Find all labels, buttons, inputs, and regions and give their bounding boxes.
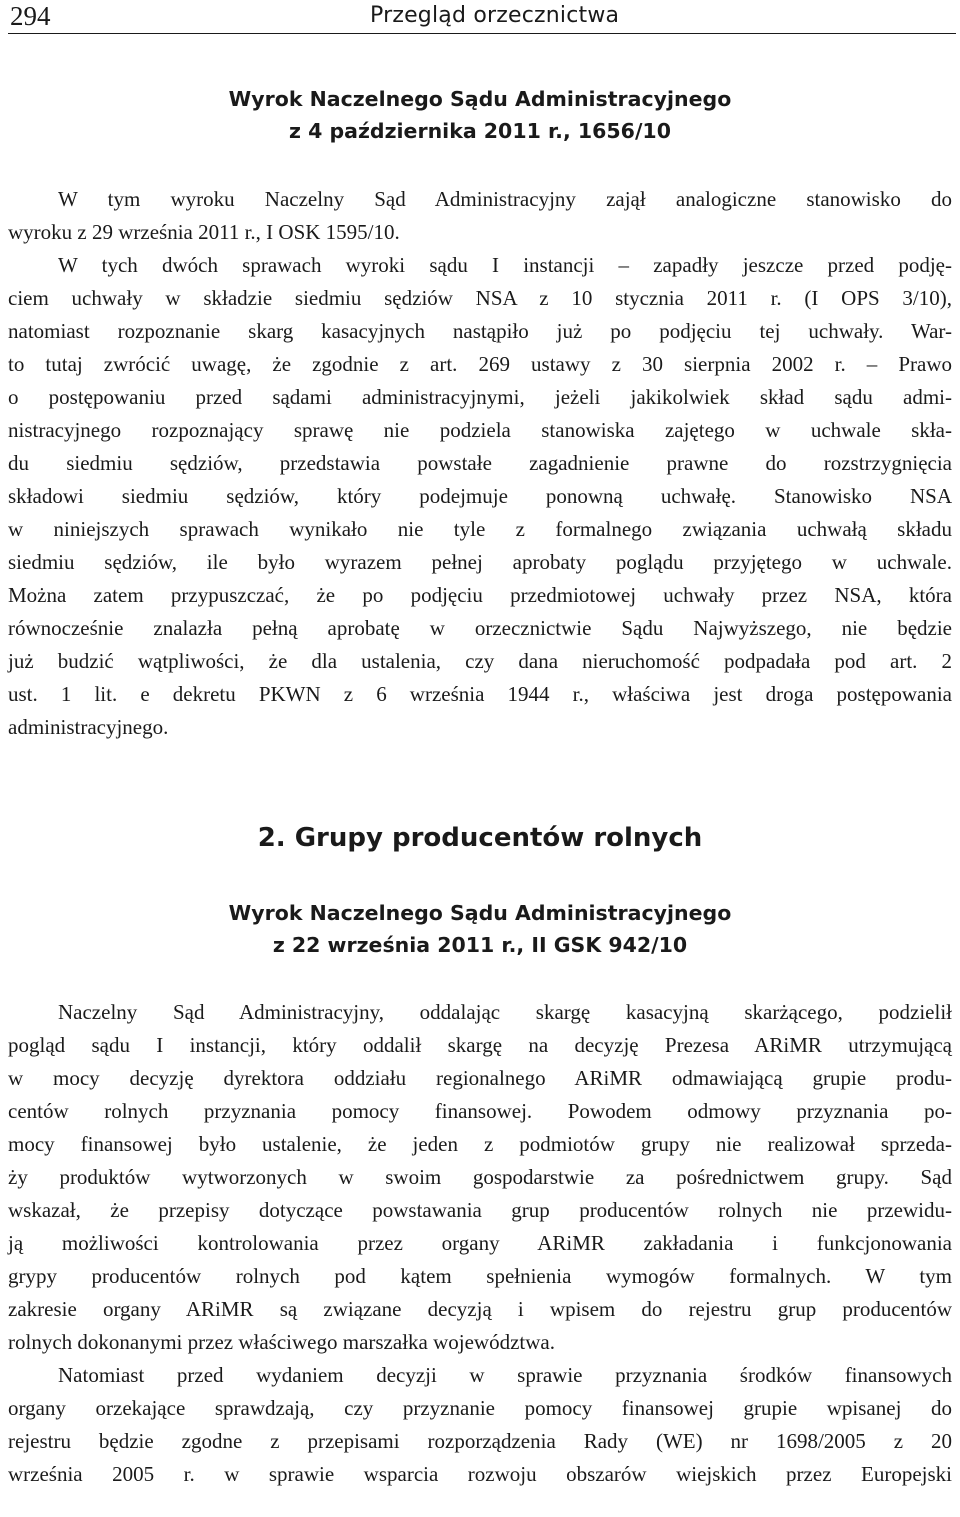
text-line: rolnych dokonanymi przez właściwego marszałka województwa.	[8, 1330, 555, 1354]
text-line: o postępowaniu przed sądami administracyjnymi, jeżeli jakikolwiek skład sądu admi-	[8, 385, 952, 409]
text-line: W tych dwóch sprawach wyroki sądu I instancji – zapadły jeszcze przed podję-	[58, 253, 952, 277]
text-line: ciem uchwały w składzie siedmiu sędziów NSA z 10 stycznia 2011 r. (I OPS 3/10),	[8, 286, 952, 310]
text-line: natomiast rozpoznanie skarg kasacyjnych nastąpiło już po podjęciu tej uchwały. War-	[8, 319, 952, 343]
text-line: rejestru będzie zgodne z przepisami rozporządzenia Rady (WE) nr 1698/2005 z 20	[8, 1429, 952, 1453]
text-line: już budzić wątpliwości, że dla ustalenia, czy dana nieruchomość podpadała pod art. 2	[8, 649, 952, 673]
text-line: siedmiu sędziów, ile było wyrazem pełnej aprobaty poglądu przyjętego w uchwale.	[8, 550, 952, 574]
judgment-heading-2-date: z 22 września 2011 r., II GSK 942/10	[272, 933, 688, 957]
text-line: organy orzekające sprawdzają, czy przyznanie pomocy finansowej grupie wpisanej do	[8, 1396, 952, 1420]
text-line: w niniejszych sprawach wynikało nie tyle z formalnego związania uchwałą składu	[8, 517, 952, 541]
text-line: września 2005 r. w sprawie wsparcia rozwoju obszarów wiejskich przez Europejski	[8, 1462, 952, 1486]
text-line: wskazał, że przepisy dotyczące powstawania grup producentów rolnych nie przewidu-	[8, 1198, 952, 1222]
text-line: Naczelny Sąd Administracyjny, oddalając skargę kasacyjną skarżącego, podzielił	[58, 1000, 952, 1024]
text-line: składowi siedmiu sędziów, który podejmuje ponowną uchwałę. Stanowisko NSA	[8, 484, 952, 508]
text-line: pogląd sądu I instancji, który oddalił skargę na decyzję Prezesa ARiMR utrzymującą	[8, 1033, 952, 1057]
judgment-heading-2-court: Wyrok Naczelnego Sądu Administracyjnego	[228, 901, 732, 925]
text-line: ją możliwości kontrolowania przez organy ARiMR zakładania i funkcjonowania	[8, 1231, 952, 1255]
text-line: centów rolnych przyznania pomocy finansowej. Powodem odmowy przyznania po-	[8, 1099, 952, 1123]
text-line: W tym wyroku Naczelny Sąd Administracyjny zajął analogiczne stanowisko do	[58, 187, 952, 211]
text-line: Natomiast przed wydaniem decyzji w sprawie przyznania środków finansowych	[58, 1363, 952, 1387]
text-line: administracyjnego.	[8, 715, 169, 739]
judgment-heading-1-court: Wyrok Naczelnego Sądu Administracyjnego	[228, 87, 732, 111]
text-line: wyroku z 29 września 2011 r., I OSK 1595/10.	[8, 220, 400, 244]
text-line: du siedmiu sędziów, przedstawia powstałe zagadnienie prawne do rozstrzygnięcia	[8, 451, 952, 475]
section-title: 2. Grupy producentów rolnych	[257, 823, 703, 853]
text-line: równocześnie znalazła pełną aprobatę w orzecznictwie Sądu Najwyższego, nie będzie	[8, 616, 952, 640]
text-line: Można zatem przypuszczać, że po podjęciu przedmiotowej uchwały przez NSA, która	[8, 583, 952, 607]
text-line: mocy finansowej było ustalenie, że jeden z podmiotów grupy nie realizował sprzeda-	[8, 1132, 952, 1156]
running-title: Przegląd orzecznictwa	[370, 3, 620, 28]
page-header	[8, 0, 956, 34]
page-number: 294	[10, 1, 51, 31]
text-line: ży produktów wytworzonych w swoim gospodarstwie za pośrednictwem grupy. Sąd	[8, 1165, 952, 1189]
judgment-heading-1-date: z 4 października 2011 r., 1656/10	[289, 119, 671, 143]
text-line: zakresie organy ARiMR są związane decyzją i wpisem do rejestru grup producentów	[8, 1297, 952, 1321]
text-line: nistracyjnego rozpoznający sprawę nie podziela stanowiska zajętego w uchwale skła-	[8, 418, 952, 442]
text-line: ust. 1 lit. e dekretu PKWN z 6 września 1944 r., właściwa jest droga postępowania	[8, 682, 952, 706]
text-line: w mocy decyzję dyrektora oddziału regionalnego ARiMR odmawiającą grupie produ-	[8, 1066, 952, 1090]
text-line: to tutaj zwrócić uwagę, że zgodnie z art. 269 ustawy z 30 sierpnia 2002 r. – Prawo	[8, 352, 952, 376]
text-line: grypy producentów rolnych pod kątem spełnienia wymogów formalnych. W tym	[8, 1264, 952, 1288]
